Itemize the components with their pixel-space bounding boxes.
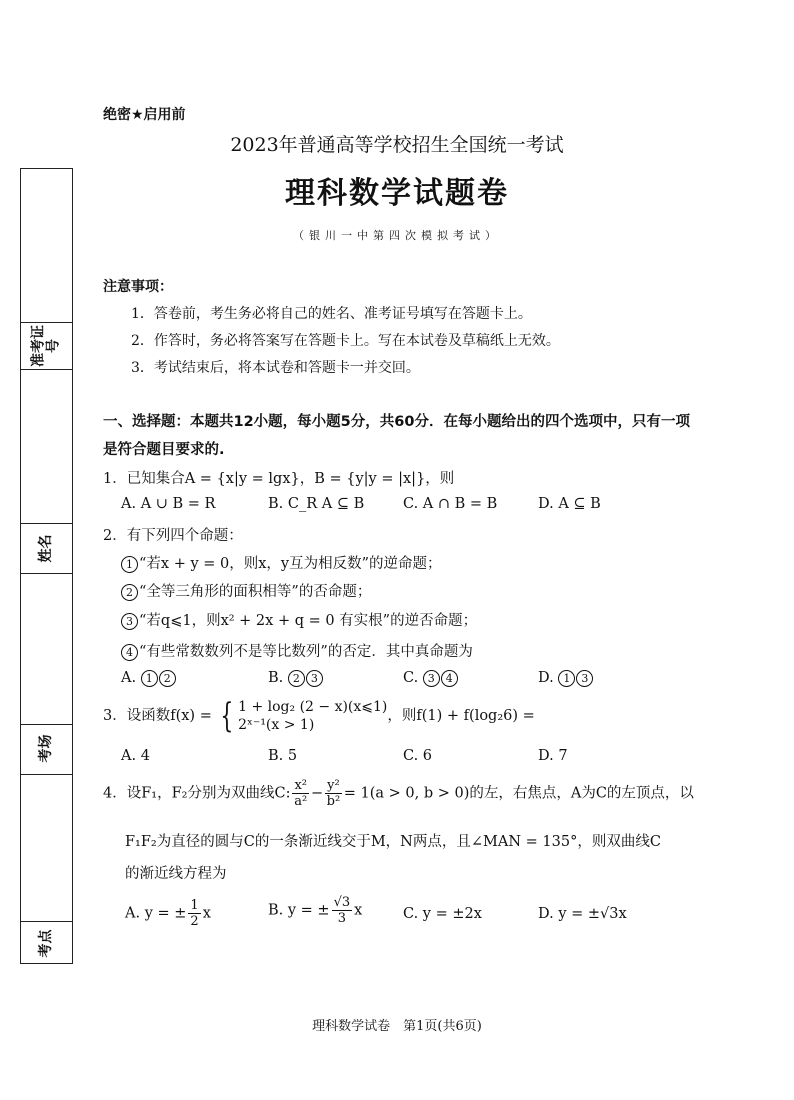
question-1-option-c: C. A ∩ B = B <box>403 496 498 512</box>
question-2-option-b: B. 2 3 <box>268 670 324 687</box>
proposition-text: “若q⩽1，则x² + 2x + q = 0 有实根”的逆否命题； <box>139 613 478 629</box>
circled-number: 2 <box>288 670 305 687</box>
fraction: $\frac{1}{2}$ <box>190 898 199 929</box>
question-3-prefix: 3．设函数f(x) = <box>103 708 212 724</box>
question-3-option-b: B. 5 <box>268 748 298 764</box>
proposition-text: “全等三角形的面积相等”的否命题； <box>139 584 372 600</box>
minus-sign: − <box>311 785 324 802</box>
section-heading: 一、选择题：本题共12小题，每小题5分，共60分．在每小题给出的四个选项中，只有一项是符合题目要求的. <box>103 414 690 458</box>
circled-number: 2 <box>121 584 138 601</box>
question-4-text: 4．设F₁，F₂分别为双曲线C: <box>103 785 291 802</box>
question-3-option-d: D. 7 <box>538 748 568 764</box>
fraction: $\frac{√3}{3}$ <box>333 895 351 926</box>
circled-number: 2 <box>159 670 176 687</box>
circled-number: 1 <box>121 556 138 573</box>
case-1: 1 + log₂ (2 − x)(x⩽1) <box>238 699 388 715</box>
page-footer: 理科数学试卷 第1页(共6页) <box>312 1019 482 1034</box>
exam-title: 2023年普通高等学校招生全国统一考试 <box>230 134 564 156</box>
circled-number: 1 <box>141 670 158 687</box>
circled-number: 3 <box>423 670 440 687</box>
question-3-suffix: ，则f(1) + f(log₂6) = <box>387 708 535 724</box>
proposition-4 <box>121 640 473 661</box>
piecewise-cases <box>238 698 387 734</box>
fraction: $\frac{\text{y²}}{\text{b²}}$ <box>326 778 341 809</box>
question-1-stem: 1．已知集合A = {x|y = lgx}，B = {y|y = |x|}，则 <box>103 471 455 487</box>
proposition-text: “若x + y = 0，则x，y互为相反数”的逆命题； <box>139 556 442 572</box>
proposition-3 <box>121 609 477 630</box>
question-4-line-3: 的渐近线方程为 <box>125 866 227 882</box>
question-2-option-a: A. 1 2 <box>121 670 177 687</box>
case-2: 2ˣ⁻¹(x > 1) <box>238 717 315 733</box>
strip-divider <box>21 774 72 775</box>
circled-number: 3 <box>306 670 323 687</box>
exam-subtitle: （银川一中第四次模拟考试） <box>293 229 501 242</box>
question-2-option-d: D. 1 3 <box>538 670 594 687</box>
note-item: 3．考试结束后，将本试卷和答题卡一并交回。 <box>131 360 420 376</box>
circled-number: 3 <box>121 613 138 630</box>
question-4-option-a: A. y = ± $\frac{1}{2}$ x <box>125 898 211 929</box>
question-4-option-d: D. y = ±√3x <box>538 906 627 922</box>
question-4-option-b: B. y = ± $\frac{√3}{3}$ x <box>268 895 363 926</box>
proposition-text: “有些常数数列不是等比数列”的否定．其中真命题为 <box>139 644 473 660</box>
question-3-stem <box>103 698 535 734</box>
circled-number: 3 <box>576 670 593 687</box>
proposition-2 <box>121 580 371 601</box>
strip-label-exam-site: 考点 <box>38 929 54 958</box>
left-brace: { <box>220 696 234 736</box>
proposition-1 <box>121 552 442 573</box>
question-4-line-1 <box>103 778 694 809</box>
circled-number: 4 <box>121 644 138 661</box>
strip-label-name: 姓名 <box>38 534 54 563</box>
question-3-option-a: A. 4 <box>121 748 150 764</box>
question-2-stem: 2．有下列四个命题： <box>103 528 243 544</box>
question-4-line-2: F₁F₂为直径的圆与C的一条渐近线交于M，N两点，且∠MAN = 135°，则双曲线C <box>125 834 661 850</box>
note-item: 1．答卷前，考生务必将自己的姓名、准考证号填写在答题卡上。 <box>131 306 532 322</box>
question-4-text: = 1(a > 0, b > 0)的左，右焦点，A为C的左顶点，以 <box>343 785 694 802</box>
question-1-option-d: D. A ⊆ B <box>538 496 601 512</box>
circled-number: 1 <box>558 670 575 687</box>
question-1-option-b: B. C_R A ⊆ B <box>268 496 365 512</box>
question-3-option-c: C. 6 <box>403 748 433 764</box>
strip-label-exam-room: 考场 <box>38 734 54 763</box>
fraction: $\frac{\text{x²}}{\text{a²}}$ <box>294 778 308 809</box>
binding-strip <box>20 168 73 964</box>
question-4-option-c: C. y = ±2x <box>403 906 482 922</box>
page-title: 理科数学试题卷 <box>285 176 509 211</box>
note-item: 2．作答时，务必将答案写在答题卡上。写在本试卷及草稿纸上无效。 <box>131 333 560 349</box>
confidential-mark: 绝密★启用前 <box>103 107 186 123</box>
circled-number: 4 <box>441 670 458 687</box>
strip-label-exam-number: 准考证号 <box>30 325 62 367</box>
notes-title: 注意事项： <box>103 279 173 295</box>
question-2-option-c: C. 3 4 <box>403 670 459 687</box>
question-1-option-a: A. A ∪ B = R <box>121 496 216 512</box>
